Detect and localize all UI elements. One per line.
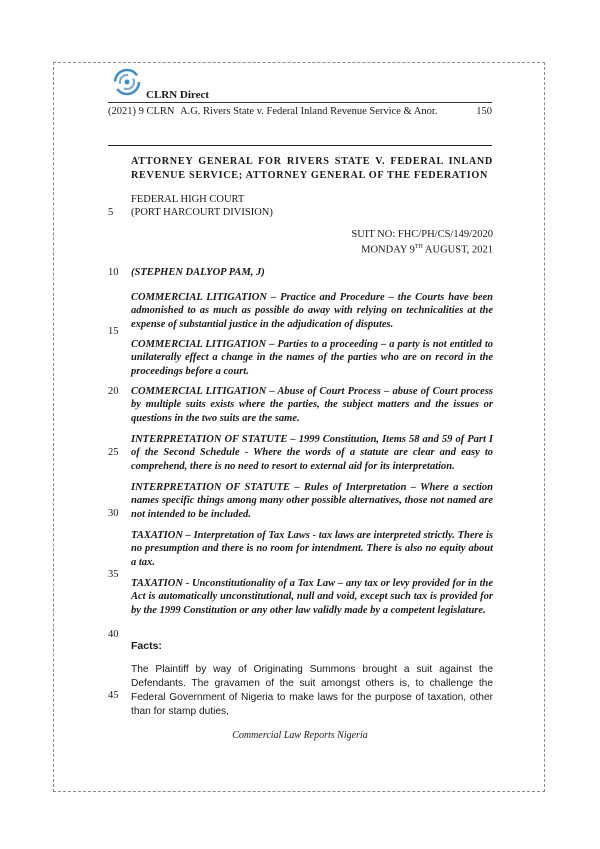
court-block <box>131 193 273 219</box>
facts-heading: Facts: <box>131 640 162 652</box>
headnote: COMMERCIAL LITIGATION – Practice and Procedure – the Courts have been admonished to as much as possible do away with relying on technicalities at the expense of substantial justice in the adjudication of disputes. <box>131 292 493 330</box>
court-division: (PORT HARCOURT DIVISION) <box>131 207 273 218</box>
title-rule <box>108 145 492 146</box>
line-number: 40 <box>108 629 119 640</box>
judgment-date: MONDAY 9TH AUGUST, 2021 <box>361 244 493 256</box>
footer: Commercial Law Reports Nigeria <box>232 730 368 741</box>
line-number: 25 <box>108 447 119 458</box>
running-header <box>108 106 492 117</box>
headnote: TAXATION - Unconstitutionality of a Tax Law – any tax or levy provided for in the Act is automatically unconstitutional, null and void, except such tax is provided for by the 1999 Constitution or any other law validly made by a competent legislature. <box>131 578 493 616</box>
line-number: 5 <box>108 207 114 218</box>
line-number: 10 <box>108 267 119 278</box>
court-name: FEDERAL HIGH COURT <box>131 194 245 205</box>
case-title: ATTORNEY GENERAL FOR RIVERS STATE V. FEDERAL INLAND REVENUE SERVICE; ATTORNEY GENERAL OF THE FEDERATION <box>131 156 493 181</box>
suit-number: SUIT NO: FHC/PH/CS/149/2020 <box>351 229 493 240</box>
headnote: COMMERCIAL LITIGATION – Abuse of Court Process – abuse of Court process by multiple suits exists where the parties, the subject matters and the issues or questions in the two suits are the same. <box>131 386 493 424</box>
citation: (2021) 9 CLRN <box>108 106 175 117</box>
header-rule <box>108 102 492 103</box>
headnote: INTERPRETATION OF STATUTE – Rules of Interpretation – Where a section names specific things among many other possible alternatives, those not named are not intended to be included. <box>131 482 493 520</box>
page-number: 150 <box>476 106 492 117</box>
suit-block <box>260 228 493 257</box>
judge-name: (STEPHEN DALYOP PAM, J) <box>131 267 265 278</box>
clrn-logo-icon <box>112 67 142 97</box>
line-number: 45 <box>108 690 119 701</box>
facts-paragraph: The Plaintiff by way of Originating Summons brought a suit against the Defendants. The gravamen of the suit amongst others is, to challenge the Federal Government of Nigeria to make laws for the purpose of taxation, other than for stamp duties, <box>131 664 493 717</box>
case-short-title: A.G. Rivers State v. Federal Inland Revenue Service & Anor. <box>180 106 438 117</box>
line-number: 35 <box>108 569 119 580</box>
line-number: 20 <box>108 386 119 397</box>
line-number: 15 <box>108 326 119 337</box>
line-number: 30 <box>108 508 119 519</box>
headnote: COMMERCIAL LITIGATION – Parties to a proceeding – a party is not entitled to unilaterally effect a change in the names of the parties who are on record in the proceedings before a court. <box>131 339 493 377</box>
brand-name: CLRN Direct <box>146 89 210 101</box>
headnote: INTERPRETATION OF STATUTE – 1999 Constitution, Items 58 and 59 of Part I of the Second Schedule - Where the words of a statute are clear and easy to comprehend, there is no need to resort to external aid for its interpretation. <box>131 434 493 472</box>
headnote: TAXATION – Interpretation of Tax Laws - tax laws are interpreted strictly. There is no presumption and there is no room for intendment. There is also no equity about a tax. <box>131 530 493 568</box>
